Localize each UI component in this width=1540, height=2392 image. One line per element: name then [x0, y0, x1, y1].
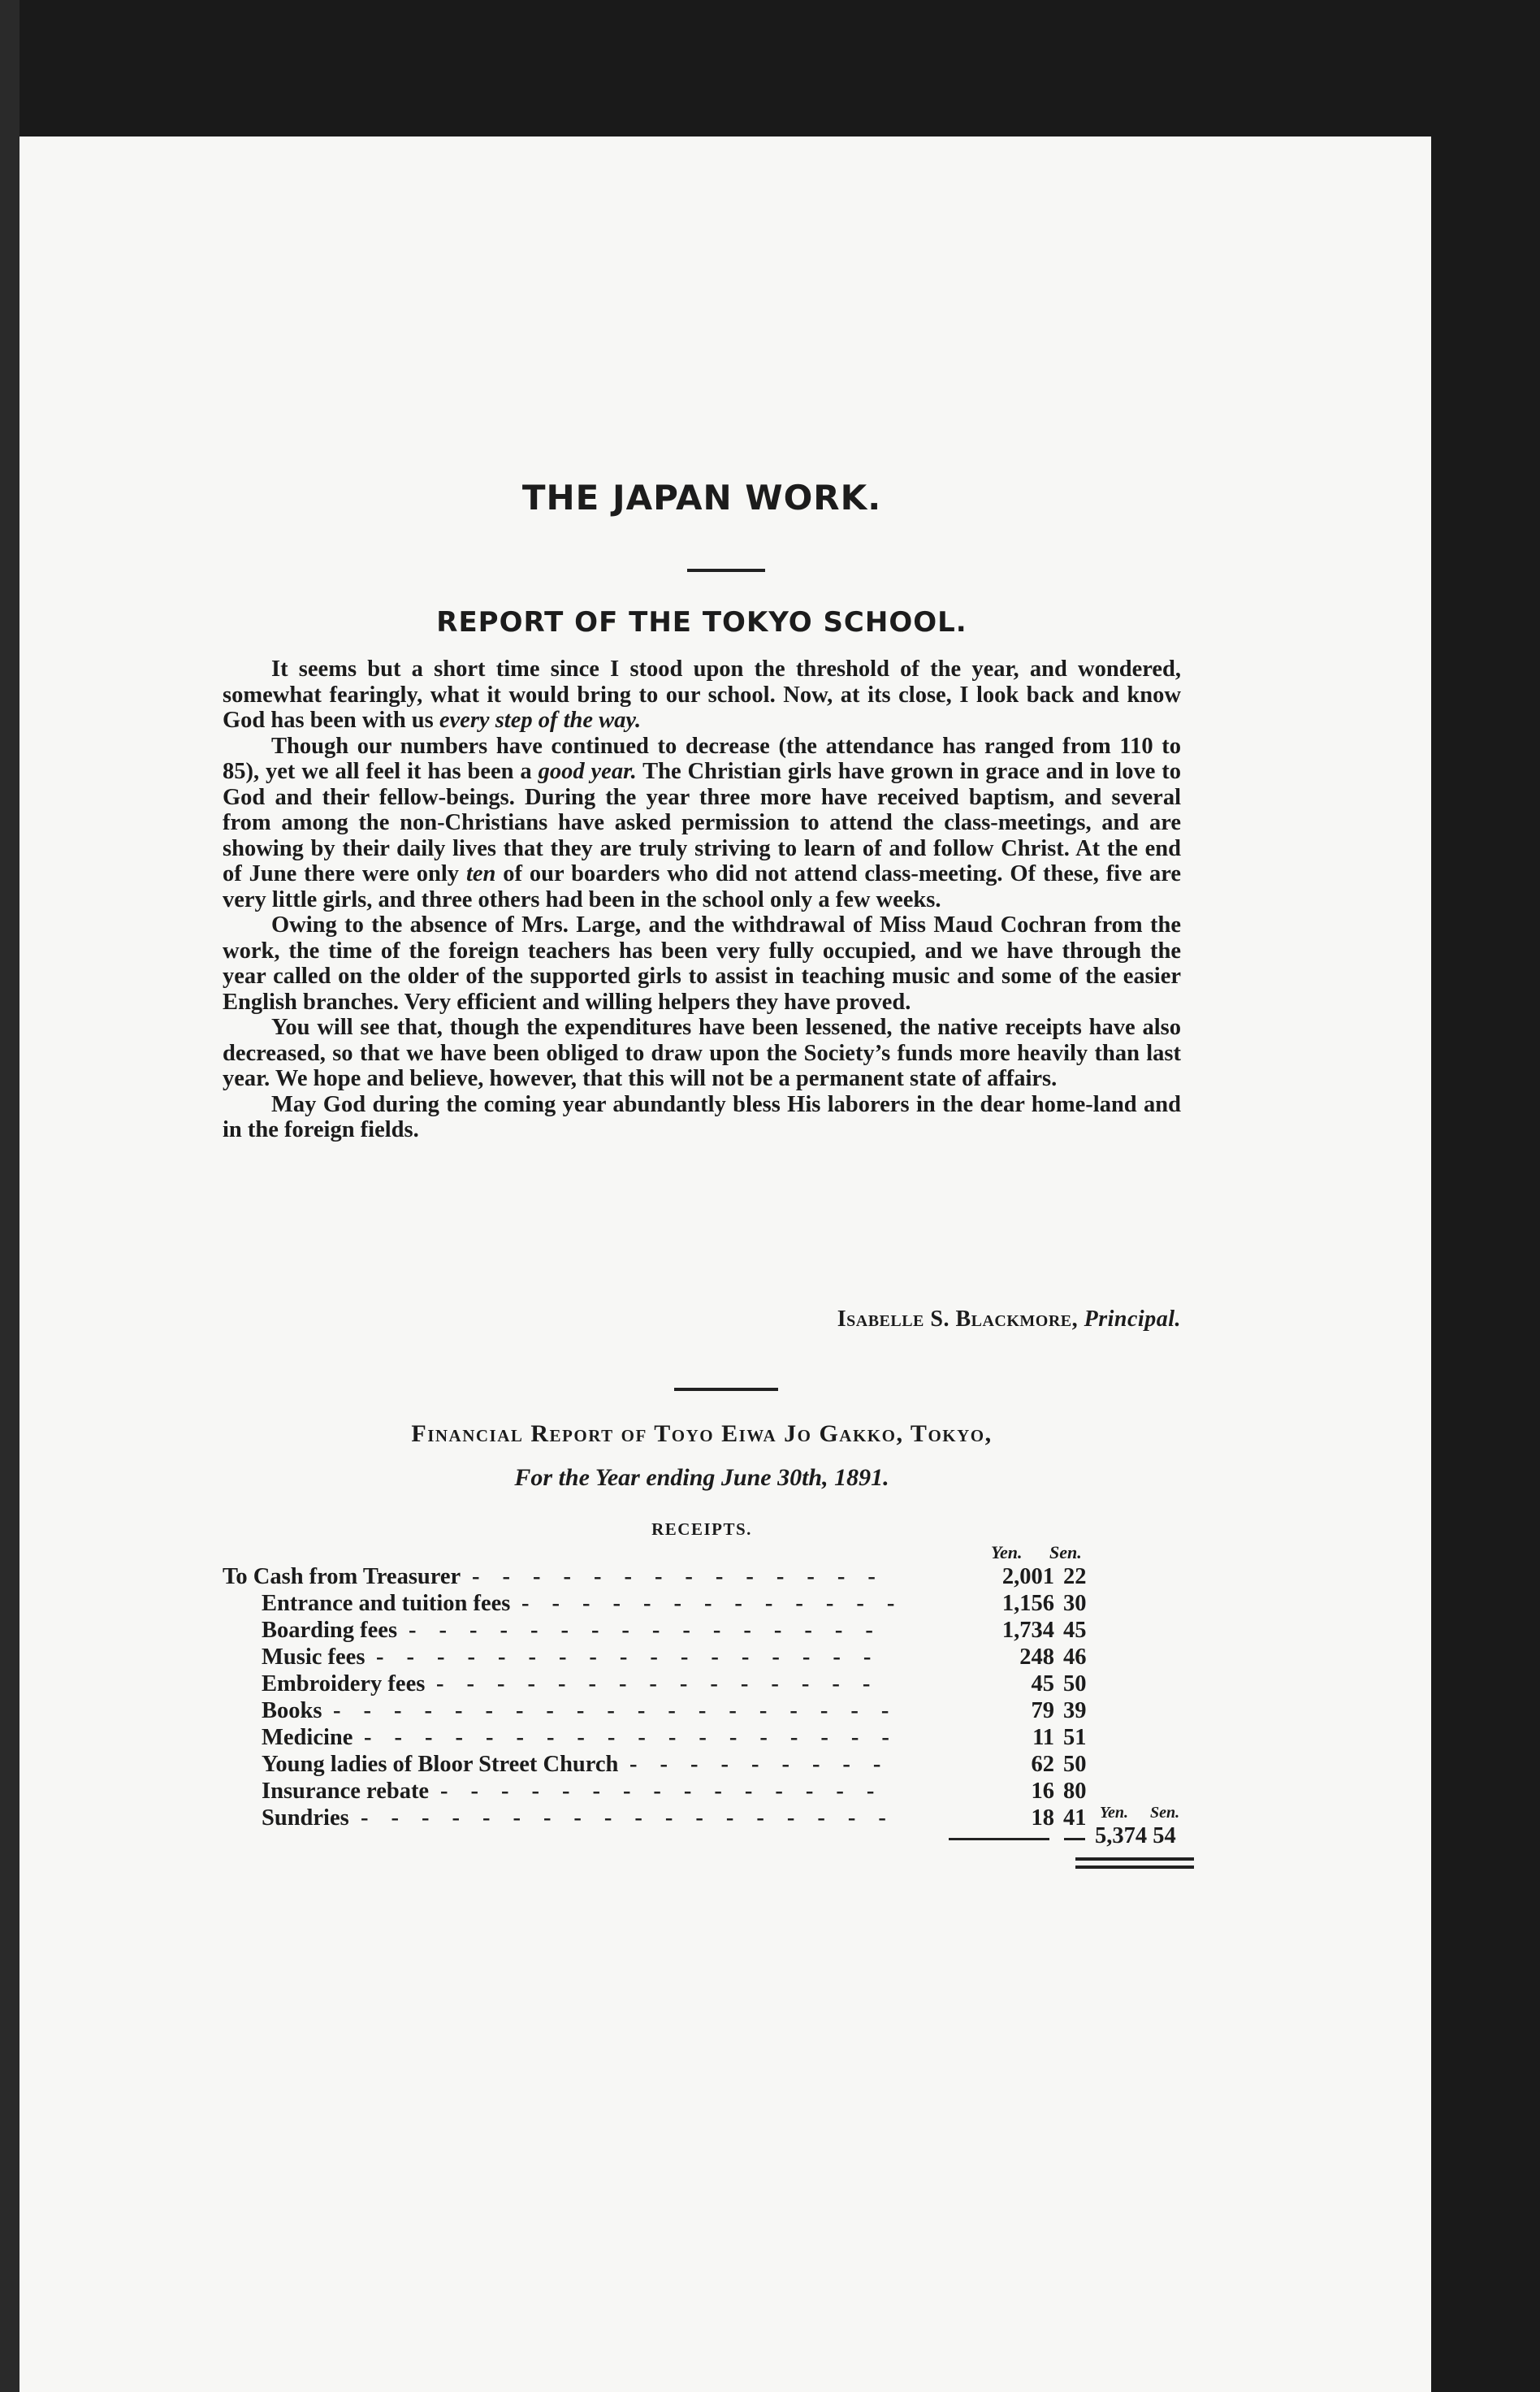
leader-dots: ---------------- [409, 1618, 896, 1643]
report-body [223, 656, 1181, 1143]
receipt-sen: 80 [1063, 1779, 1087, 1804]
paragraph-4: You will see that, though the expenditures have been lessened, the native receipts have also decreased, so that we have been obliged to draw upon the Society’s funds more heavily than last year. We hope and believe, however, that this will not be a permanent state of affairs. [223, 1015, 1181, 1091]
receipt-row [223, 1751, 1181, 1778]
receipt-row [223, 1563, 1181, 1590]
receipt-sen: 22 [1063, 1564, 1087, 1589]
receipt-yen: 18 [1031, 1805, 1054, 1831]
title-divider [687, 569, 765, 572]
receipt-yen: 11 [1032, 1725, 1054, 1750]
receipt-row [223, 1724, 1181, 1751]
receipt-yen: 248 [1019, 1644, 1054, 1670]
subtotal-rule-sen [1064, 1838, 1085, 1840]
paragraph-5: May God during the coming year abundantly bless His laborers in the dear home-land and in the foreign fields. [223, 1091, 1181, 1142]
total-column-header-yen: Yen. [1100, 1804, 1128, 1822]
receipt-sen: 50 [1063, 1671, 1087, 1696]
column-header-sen: Sen. [1049, 1542, 1082, 1562]
receipt-yen: 79 [1031, 1698, 1054, 1723]
financial-report-title: Financial Report of Toyo Eiwa Jo Gakko, Tokyo, [411, 1420, 993, 1447]
receipt-row [223, 1617, 1181, 1644]
receipt-row [223, 1697, 1181, 1724]
leader-dots: ------------------ [364, 1725, 912, 1750]
paragraph-2: Though our numbers have continued to decrease (the attendance has ranged from 110 to 85), yet we all feel it has been a good year. The Christian girls have grown in grace and in love to God and their fellow-beings. During the year three more have received baptism, and several from among the non-Christians have asked permission to attend the class-meetings, and are showing by their daily lives that they are truly striving to learn of and follow Christ. At the end of June there were only ten of our boarders who did not attend class-meeting. Of these, five are very little girls, and three others had been in the school only a few weeks. [223, 733, 1181, 912]
receipt-sen: 39 [1063, 1698, 1087, 1723]
receipts-heading: RECEIPTS. [651, 1519, 752, 1539]
receipt-yen: 16 [1031, 1779, 1054, 1804]
book-binding-edge [0, 0, 19, 2392]
page-title: THE JAPAN WORK. [521, 478, 882, 518]
total-column-header-sen: Sen. [1150, 1804, 1180, 1822]
subtotal-rule [949, 1838, 1049, 1840]
receipt-label: Music fees [262, 1644, 366, 1670]
receipt-label: To Cash from Treasurer [223, 1564, 461, 1589]
total-double-rule-top [1075, 1857, 1194, 1861]
receipts-table [223, 1563, 1181, 1831]
leader-dots: ------------------ [361, 1805, 909, 1831]
signature [837, 1306, 1181, 1332]
receipt-label: Entrance and tuition fees [262, 1591, 511, 1616]
receipt-sen: 45 [1063, 1618, 1087, 1643]
receipts-total: 5,374 54 [1095, 1823, 1176, 1848]
document-page [19, 136, 1431, 2392]
receipt-sen: 51 [1063, 1725, 1087, 1750]
receipt-sen: 41 [1063, 1805, 1087, 1831]
receipt-label: Sundries [262, 1805, 349, 1831]
column-header-yen: Yen. [991, 1542, 1023, 1562]
receipt-label: Insurance rebate [262, 1779, 430, 1804]
receipt-yen: 1,156 [1001, 1591, 1054, 1616]
leader-dots: --------------- [436, 1671, 893, 1696]
section-divider [674, 1388, 778, 1391]
receipt-label: Medicine [262, 1725, 353, 1750]
total-double-rule-bottom [1075, 1866, 1194, 1869]
leader-dots: ----------------- [376, 1644, 894, 1670]
signature-name: Isabelle S. Blackmore, [837, 1306, 1079, 1332]
receipt-sen: 46 [1063, 1644, 1087, 1670]
receipt-sen: 30 [1063, 1591, 1087, 1616]
receipt-row [223, 1805, 1181, 1831]
receipt-label: Young ladies of Bloor Street Church [262, 1752, 619, 1777]
receipt-yen: 1,734 [1001, 1618, 1054, 1643]
receipt-yen: 2,001 [1001, 1564, 1054, 1589]
paragraph-3: Owing to the absence of Mrs. Large, and the withdrawal of Miss Maud Cochran from the work, the time of the foreign teachers has been very fully occupied, and we have through the year called on the older of the supported girls to assist in teaching music and some of the easier English branches. Very efficient and willing helpers they have proved. [223, 912, 1181, 1015]
receipt-yen: 62 [1031, 1752, 1054, 1777]
receipt-row [223, 1644, 1181, 1670]
leader-dots: ------------------- [333, 1698, 912, 1723]
receipt-yen: 45 [1031, 1671, 1054, 1696]
receipt-row [223, 1778, 1181, 1805]
receipt-label: Boarding fees [262, 1618, 398, 1643]
paragraph-1: It seems but a short time since I stood upon the threshold of the year, and wondered, somewhat fearingly, what it would bring to our school. Now, at its close, I look back and know God has been with us every step of the way. [223, 656, 1181, 733]
receipt-label: Books [262, 1698, 322, 1723]
signature-role: Principal. [1084, 1306, 1181, 1332]
leader-dots: --------------- [440, 1779, 898, 1804]
receipt-row [223, 1590, 1181, 1617]
leader-dots: ------------- [521, 1591, 918, 1616]
leader-dots: -------------- [472, 1564, 898, 1589]
receipt-row [223, 1670, 1181, 1697]
receipt-label: Embroidery fees [262, 1671, 426, 1696]
leader-dots: --------- [629, 1752, 904, 1777]
section-title: REPORT OF THE TOKYO SCHOOL. [436, 606, 967, 639]
receipt-sen: 50 [1063, 1752, 1087, 1777]
financial-report-subtitle: For the Year ending June 30th, 1891. [514, 1464, 889, 1491]
